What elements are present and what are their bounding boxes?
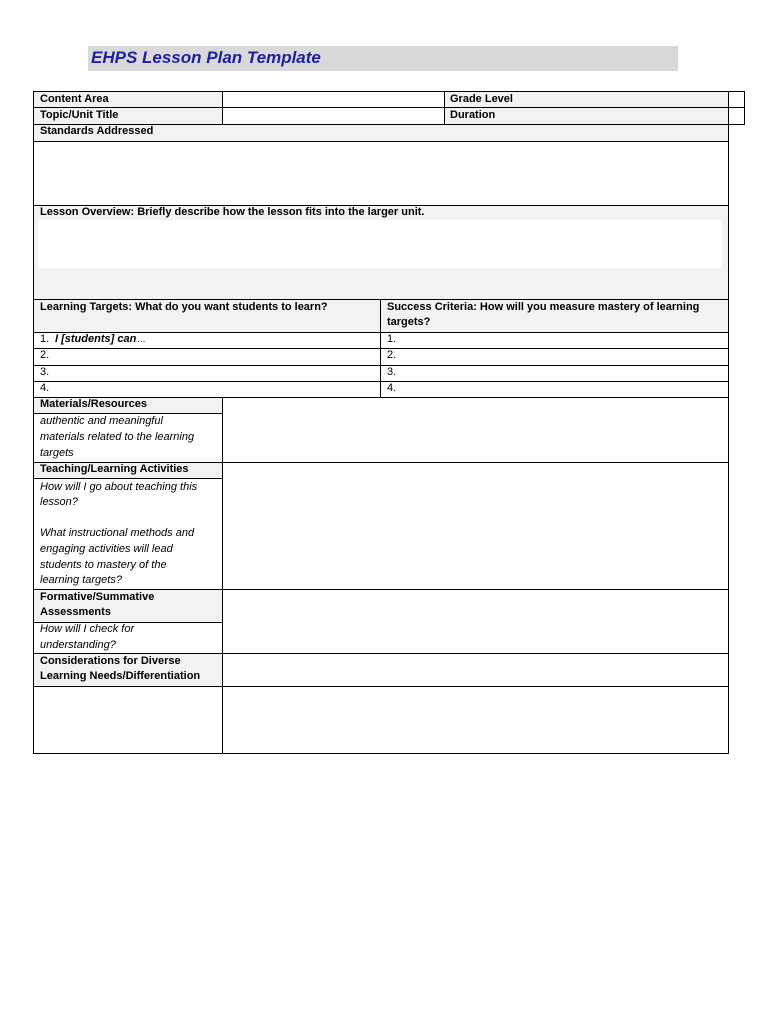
- success-criteria-number: 3.: [387, 366, 397, 378]
- activities-desc-line: engaging activities will lead: [40, 543, 173, 555]
- differentiation-label-line: Learning Needs/Differentiation: [40, 670, 201, 682]
- activities-label: Teaching/Learning Activities: [40, 463, 189, 475]
- assessments-label-line: Formative/Summative: [40, 591, 155, 603]
- standards-input-area[interactable]: [34, 142, 728, 204]
- activities-desc-line: What instructional methods and: [40, 527, 195, 539]
- assessments-desc-line: How will I check for: [40, 623, 135, 635]
- success-criteria-header-line1: Success Criteria: How will you measure mastery of learning: [387, 301, 700, 313]
- differentiation-input-area[interactable]: [223, 654, 728, 753]
- activities-desc-line: lesson?: [40, 496, 78, 508]
- grade-level-label: Grade Level: [450, 93, 513, 105]
- overview-label: Lesson Overview: Briefly describe how the lesson fits into the larger unit.: [40, 206, 425, 218]
- overview-input-area[interactable]: [38, 220, 722, 268]
- success-criteria-number: 1.: [387, 333, 397, 345]
- title-bar: [88, 46, 678, 71]
- learning-target-number: 2.: [40, 349, 50, 361]
- standards-label: Standards Addressed: [40, 125, 154, 137]
- activities-desc-line: students to mastery of the: [40, 559, 167, 571]
- topic-unit-title-label: Topic/Unit Title: [40, 109, 119, 121]
- success-criteria-number: 2.: [387, 349, 397, 361]
- learning-target-ellipsis: …: [137, 334, 146, 344]
- assessments-label-line: Assessments: [40, 606, 111, 618]
- differentiation-left-input-area[interactable]: [34, 687, 222, 753]
- page-title: EHPS Lesson Plan Template: [91, 48, 321, 67]
- materials-desc-line: materials related to the learning: [40, 431, 195, 443]
- activities-desc-line: learning targets?: [40, 574, 122, 586]
- content-area-label: Content Area: [40, 93, 109, 105]
- materials-input-area[interactable]: [223, 398, 728, 462]
- success-criteria-number: 4.: [387, 382, 397, 394]
- learning-target-number: 3.: [40, 366, 50, 378]
- materials-desc-line: targets: [40, 447, 74, 459]
- materials-desc-line: authentic and meaningful: [40, 415, 163, 427]
- assessments-input-area[interactable]: [223, 590, 728, 653]
- learning-target-number: 4.: [40, 382, 50, 394]
- activities-desc-line: How will I go about teaching this: [40, 481, 198, 493]
- assessments-desc-line: understanding?: [40, 639, 116, 651]
- activities-input-area[interactable]: [223, 463, 728, 589]
- materials-label: Materials/Resources: [40, 398, 147, 410]
- differentiation-label-line: Considerations for Diverse: [40, 655, 181, 667]
- learning-target-prompt: I [students] can: [55, 333, 137, 345]
- learning-target-number: 1.: [40, 333, 50, 345]
- success-criteria-header-line2: targets?: [387, 316, 431, 328]
- duration-label: Duration: [450, 109, 496, 121]
- learning-targets-header: Learning Targets: What do you want students to learn?: [40, 301, 328, 313]
